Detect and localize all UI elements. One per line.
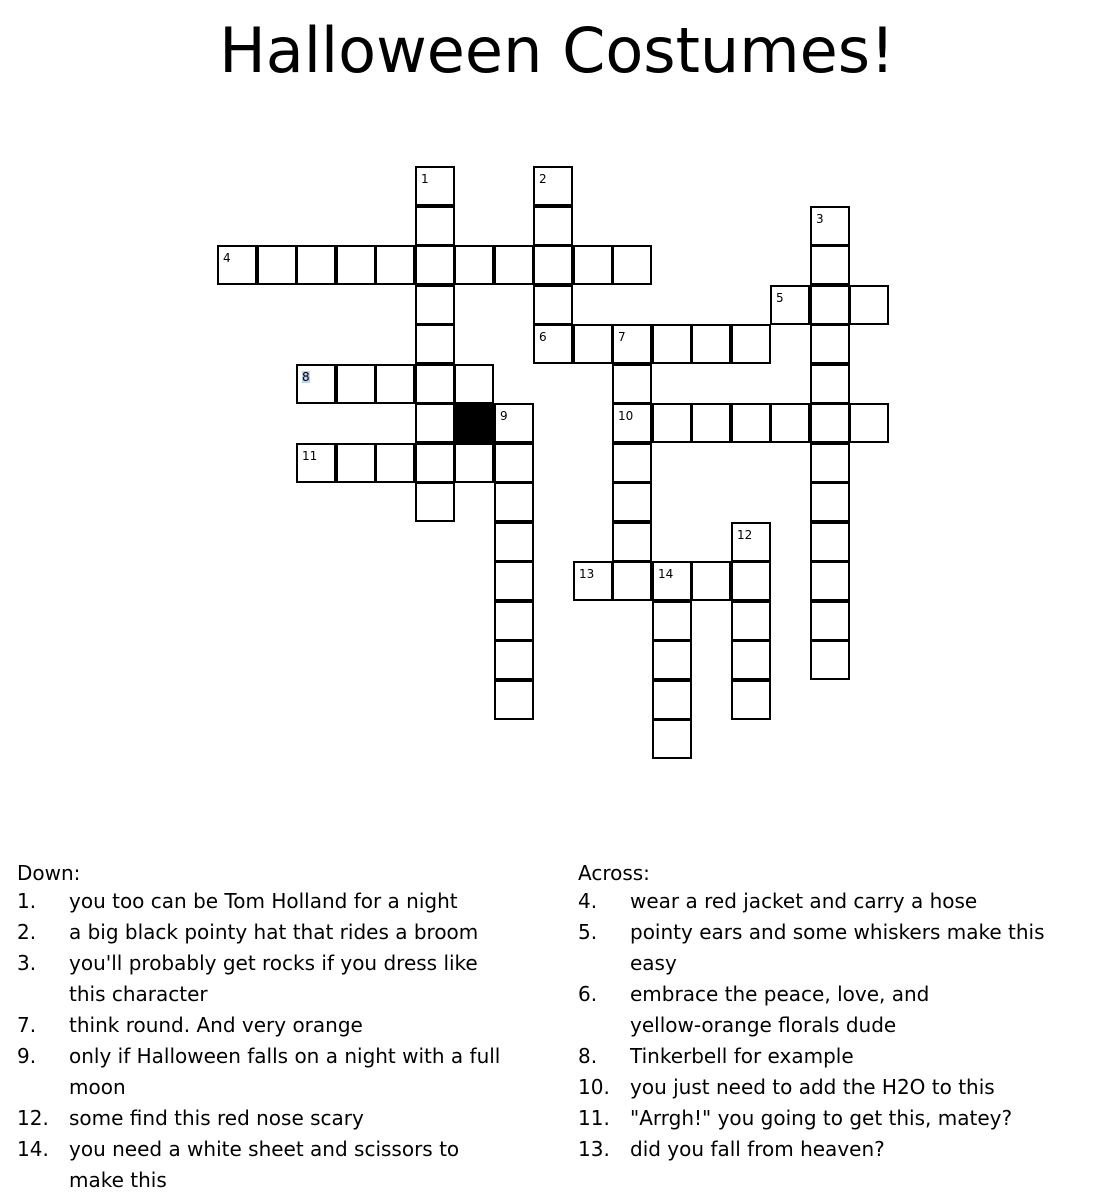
across-clue	[578, 1072, 1088, 1103]
crossword-cell[interactable]	[494, 443, 534, 483]
crossword-cell[interactable]	[217, 245, 257, 285]
crossword-cell[interactable]	[731, 680, 771, 720]
clue-num: 4.	[578, 889, 598, 913]
clue-number: 2	[539, 172, 547, 186]
clue-number: 13	[579, 567, 595, 581]
crossword-cell[interactable]	[810, 403, 850, 443]
across-clue	[578, 917, 1088, 979]
crossword-cell[interactable]	[652, 601, 692, 641]
crossword-cell[interactable]	[533, 206, 573, 246]
crossword-cell[interactable]	[810, 561, 850, 601]
clue-number: 5	[776, 291, 784, 305]
clue-text	[69, 886, 547, 917]
clue-num: 5.	[578, 920, 598, 944]
crossword-cell[interactable]	[652, 640, 692, 680]
clue-number: 6	[539, 330, 547, 344]
across-clue-list	[578, 886, 1088, 1165]
down-clue	[17, 1103, 547, 1134]
crossword-cell[interactable]	[731, 640, 771, 680]
clue-text	[630, 917, 1088, 979]
crossword-cell[interactable]	[810, 443, 850, 483]
crossword-cell[interactable]	[533, 166, 573, 206]
clue-text	[630, 886, 1088, 917]
clue-number: 4	[223, 251, 231, 265]
clue-number: 3	[816, 212, 824, 226]
crossword-cell[interactable]	[375, 245, 415, 285]
crossword-cell[interactable]	[375, 443, 415, 483]
crossword-cell[interactable]	[612, 324, 652, 364]
crossword-cell[interactable]	[494, 680, 534, 720]
crossword-cell[interactable]	[652, 561, 692, 601]
crossword-cell[interactable]	[652, 403, 692, 443]
down-clue	[17, 1041, 547, 1103]
clue-line: "Arrgh!" you going to get this, matey?	[630, 1106, 1013, 1130]
clue-text	[630, 1041, 1088, 1072]
crossword-cell[interactable]	[336, 245, 376, 285]
crossword-cell[interactable]	[415, 285, 455, 325]
clue-num: 13.	[578, 1137, 610, 1161]
clue-text	[69, 917, 547, 948]
clue-num: 2.	[17, 920, 37, 944]
crossword-cell[interactable]	[652, 719, 692, 759]
crossword-cell[interactable]	[612, 522, 652, 562]
page-title: Halloween Costumes!	[219, 14, 895, 87]
clue-line: make this	[69, 1168, 167, 1192]
crossword-cell[interactable]	[612, 482, 652, 522]
clue-num: 10.	[578, 1075, 610, 1099]
clue-number: 1	[421, 172, 429, 186]
crossword-cell[interactable]	[296, 245, 336, 285]
clue-text	[69, 948, 547, 1010]
down-clue	[17, 917, 547, 948]
clue-text	[630, 1134, 1088, 1165]
down-clues	[17, 858, 547, 1196]
across-heading: Across:	[578, 861, 650, 885]
crossword-cell[interactable]	[770, 403, 810, 443]
clue-line: easy	[630, 951, 677, 975]
clue-line: you too can be Tom Holland for a night	[69, 889, 458, 913]
clue-num: 11.	[578, 1106, 610, 1130]
crossword-cell[interactable]	[810, 640, 850, 680]
crossword-cell[interactable]	[652, 324, 692, 364]
crossword-cell[interactable]	[454, 443, 494, 483]
crossword-cell[interactable]	[810, 482, 850, 522]
clue-line: did you fall from heaven?	[630, 1137, 885, 1161]
clue-number: 10	[618, 409, 634, 423]
crossword-cell[interactable]	[691, 561, 731, 601]
crossword-block-cell	[454, 403, 494, 443]
crossword-cell[interactable]	[415, 443, 455, 483]
crossword-cell[interactable]	[810, 324, 850, 364]
crossword-cell[interactable]	[415, 364, 455, 404]
across-clue	[578, 1041, 1088, 1072]
clue-line: pointy ears and some whiskers make this	[630, 920, 1045, 944]
clue-line: a big black pointy hat that rides a broom	[69, 920, 479, 944]
clue-num: 9.	[17, 1044, 37, 1068]
crossword-cell[interactable]	[257, 245, 297, 285]
down-clue	[17, 1010, 547, 1041]
down-clue	[17, 948, 547, 1010]
clue-line: moon	[69, 1075, 126, 1099]
crossword-cell[interactable]	[573, 561, 613, 601]
crossword-cell[interactable]	[454, 245, 494, 285]
clue-line: yellow-orange florals dude	[630, 1013, 897, 1037]
crossword-cell[interactable]	[849, 285, 889, 325]
crossword-cell[interactable]	[573, 324, 613, 364]
crossword-cell[interactable]	[454, 364, 494, 404]
clue-text	[630, 1103, 1088, 1134]
crossword-cell[interactable]	[296, 364, 336, 404]
clue-num: 6.	[578, 982, 598, 1006]
crossword-cell[interactable]	[691, 403, 731, 443]
crossword-cell[interactable]	[336, 443, 376, 483]
across-clue	[578, 1134, 1088, 1165]
across-clues	[578, 858, 1088, 1165]
clue-num: 7.	[17, 1013, 37, 1037]
crossword-cell[interactable]	[810, 601, 850, 641]
crossword-cell[interactable]	[612, 443, 652, 483]
clue-number: 8	[302, 370, 310, 384]
crossword-cell[interactable]	[612, 364, 652, 404]
crossword-cell[interactable]	[494, 561, 534, 601]
crossword-cell[interactable]	[573, 245, 613, 285]
clue-text	[69, 1103, 547, 1134]
crossword-cell[interactable]	[494, 522, 534, 562]
clue-number: 12	[737, 528, 753, 542]
crossword-cell[interactable]	[810, 245, 850, 285]
crossword-cell[interactable]	[731, 324, 771, 364]
crossword-cell[interactable]	[810, 522, 850, 562]
crossword-cell[interactable]	[849, 403, 889, 443]
clue-line: only if Halloween falls on a night with a full	[69, 1044, 501, 1068]
crossword-cell[interactable]	[810, 285, 850, 325]
crossword-cell[interactable]	[415, 324, 455, 364]
crossword-cell[interactable]	[770, 285, 810, 325]
crossword-cell[interactable]	[731, 522, 771, 562]
crossword-cell[interactable]	[494, 403, 534, 443]
clue-number: 7	[618, 330, 626, 344]
clue-num: 3.	[17, 951, 37, 975]
clue-line: Tinkerbell for example	[630, 1044, 854, 1068]
crossword-cell[interactable]	[415, 403, 455, 443]
crossword-cell[interactable]	[494, 601, 534, 641]
crossword-cell[interactable]	[810, 364, 850, 404]
crossword-cell[interactable]	[612, 561, 652, 601]
crossword-cell[interactable]	[415, 206, 455, 246]
down-heading: Down:	[17, 861, 81, 885]
crossword-cell[interactable]	[415, 245, 455, 285]
crossword-cell[interactable]	[494, 245, 534, 285]
clue-line: embrace the peace, love, and	[630, 982, 930, 1006]
crossword-cell[interactable]	[375, 364, 415, 404]
across-clue	[578, 1103, 1088, 1134]
clue-line: this character	[69, 982, 208, 1006]
down-clue	[17, 1134, 547, 1196]
clue-num: 12.	[17, 1106, 49, 1130]
crossword-cell[interactable]	[533, 245, 573, 285]
clue-line: think round. And very orange	[69, 1013, 363, 1037]
clue-text	[69, 1134, 547, 1196]
clue-line: wear a red jacket and carry a hose	[630, 889, 978, 913]
clue-text	[69, 1041, 547, 1103]
clue-line: you'll probably get rocks if you dress like	[69, 951, 478, 975]
clue-num: 14.	[17, 1137, 49, 1161]
crossword-cell[interactable]	[494, 640, 534, 680]
crossword-cell[interactable]	[296, 443, 336, 483]
crossword-cell[interactable]	[336, 364, 376, 404]
clue-number: 11	[302, 449, 318, 463]
crossword-cell[interactable]	[612, 403, 652, 443]
clue-line: some find this red nose scary	[69, 1106, 364, 1130]
down-clue-list	[17, 886, 547, 1196]
across-clue	[578, 886, 1088, 917]
down-clue	[17, 886, 547, 917]
crossword-cell[interactable]	[494, 482, 534, 522]
clue-text	[630, 979, 1088, 1041]
clue-num: 8.	[578, 1044, 598, 1068]
clue-number: 9	[500, 409, 508, 423]
crossword-cell[interactable]	[810, 206, 850, 246]
crossword-cell[interactable]	[652, 680, 692, 720]
clue-text	[630, 1072, 1088, 1103]
clue-text	[69, 1010, 547, 1041]
clue-num: 1.	[17, 889, 37, 913]
crossword-cell[interactable]	[533, 285, 573, 325]
clue-line: you just need to add the H2O to this	[630, 1075, 995, 1099]
crossword-cell[interactable]	[415, 166, 455, 206]
crossword-cell[interactable]	[731, 403, 771, 443]
clue-number: 14	[658, 567, 674, 581]
crossword-cell[interactable]	[691, 324, 731, 364]
crossword-cell[interactable]	[415, 482, 455, 522]
crossword-cell[interactable]	[533, 324, 573, 364]
across-clue	[578, 979, 1088, 1041]
clue-line: you need a white sheet and scissors to	[69, 1137, 460, 1161]
crossword-cell[interactable]	[612, 245, 652, 285]
crossword-cell[interactable]	[731, 601, 771, 641]
crossword-cell[interactable]	[731, 561, 771, 601]
